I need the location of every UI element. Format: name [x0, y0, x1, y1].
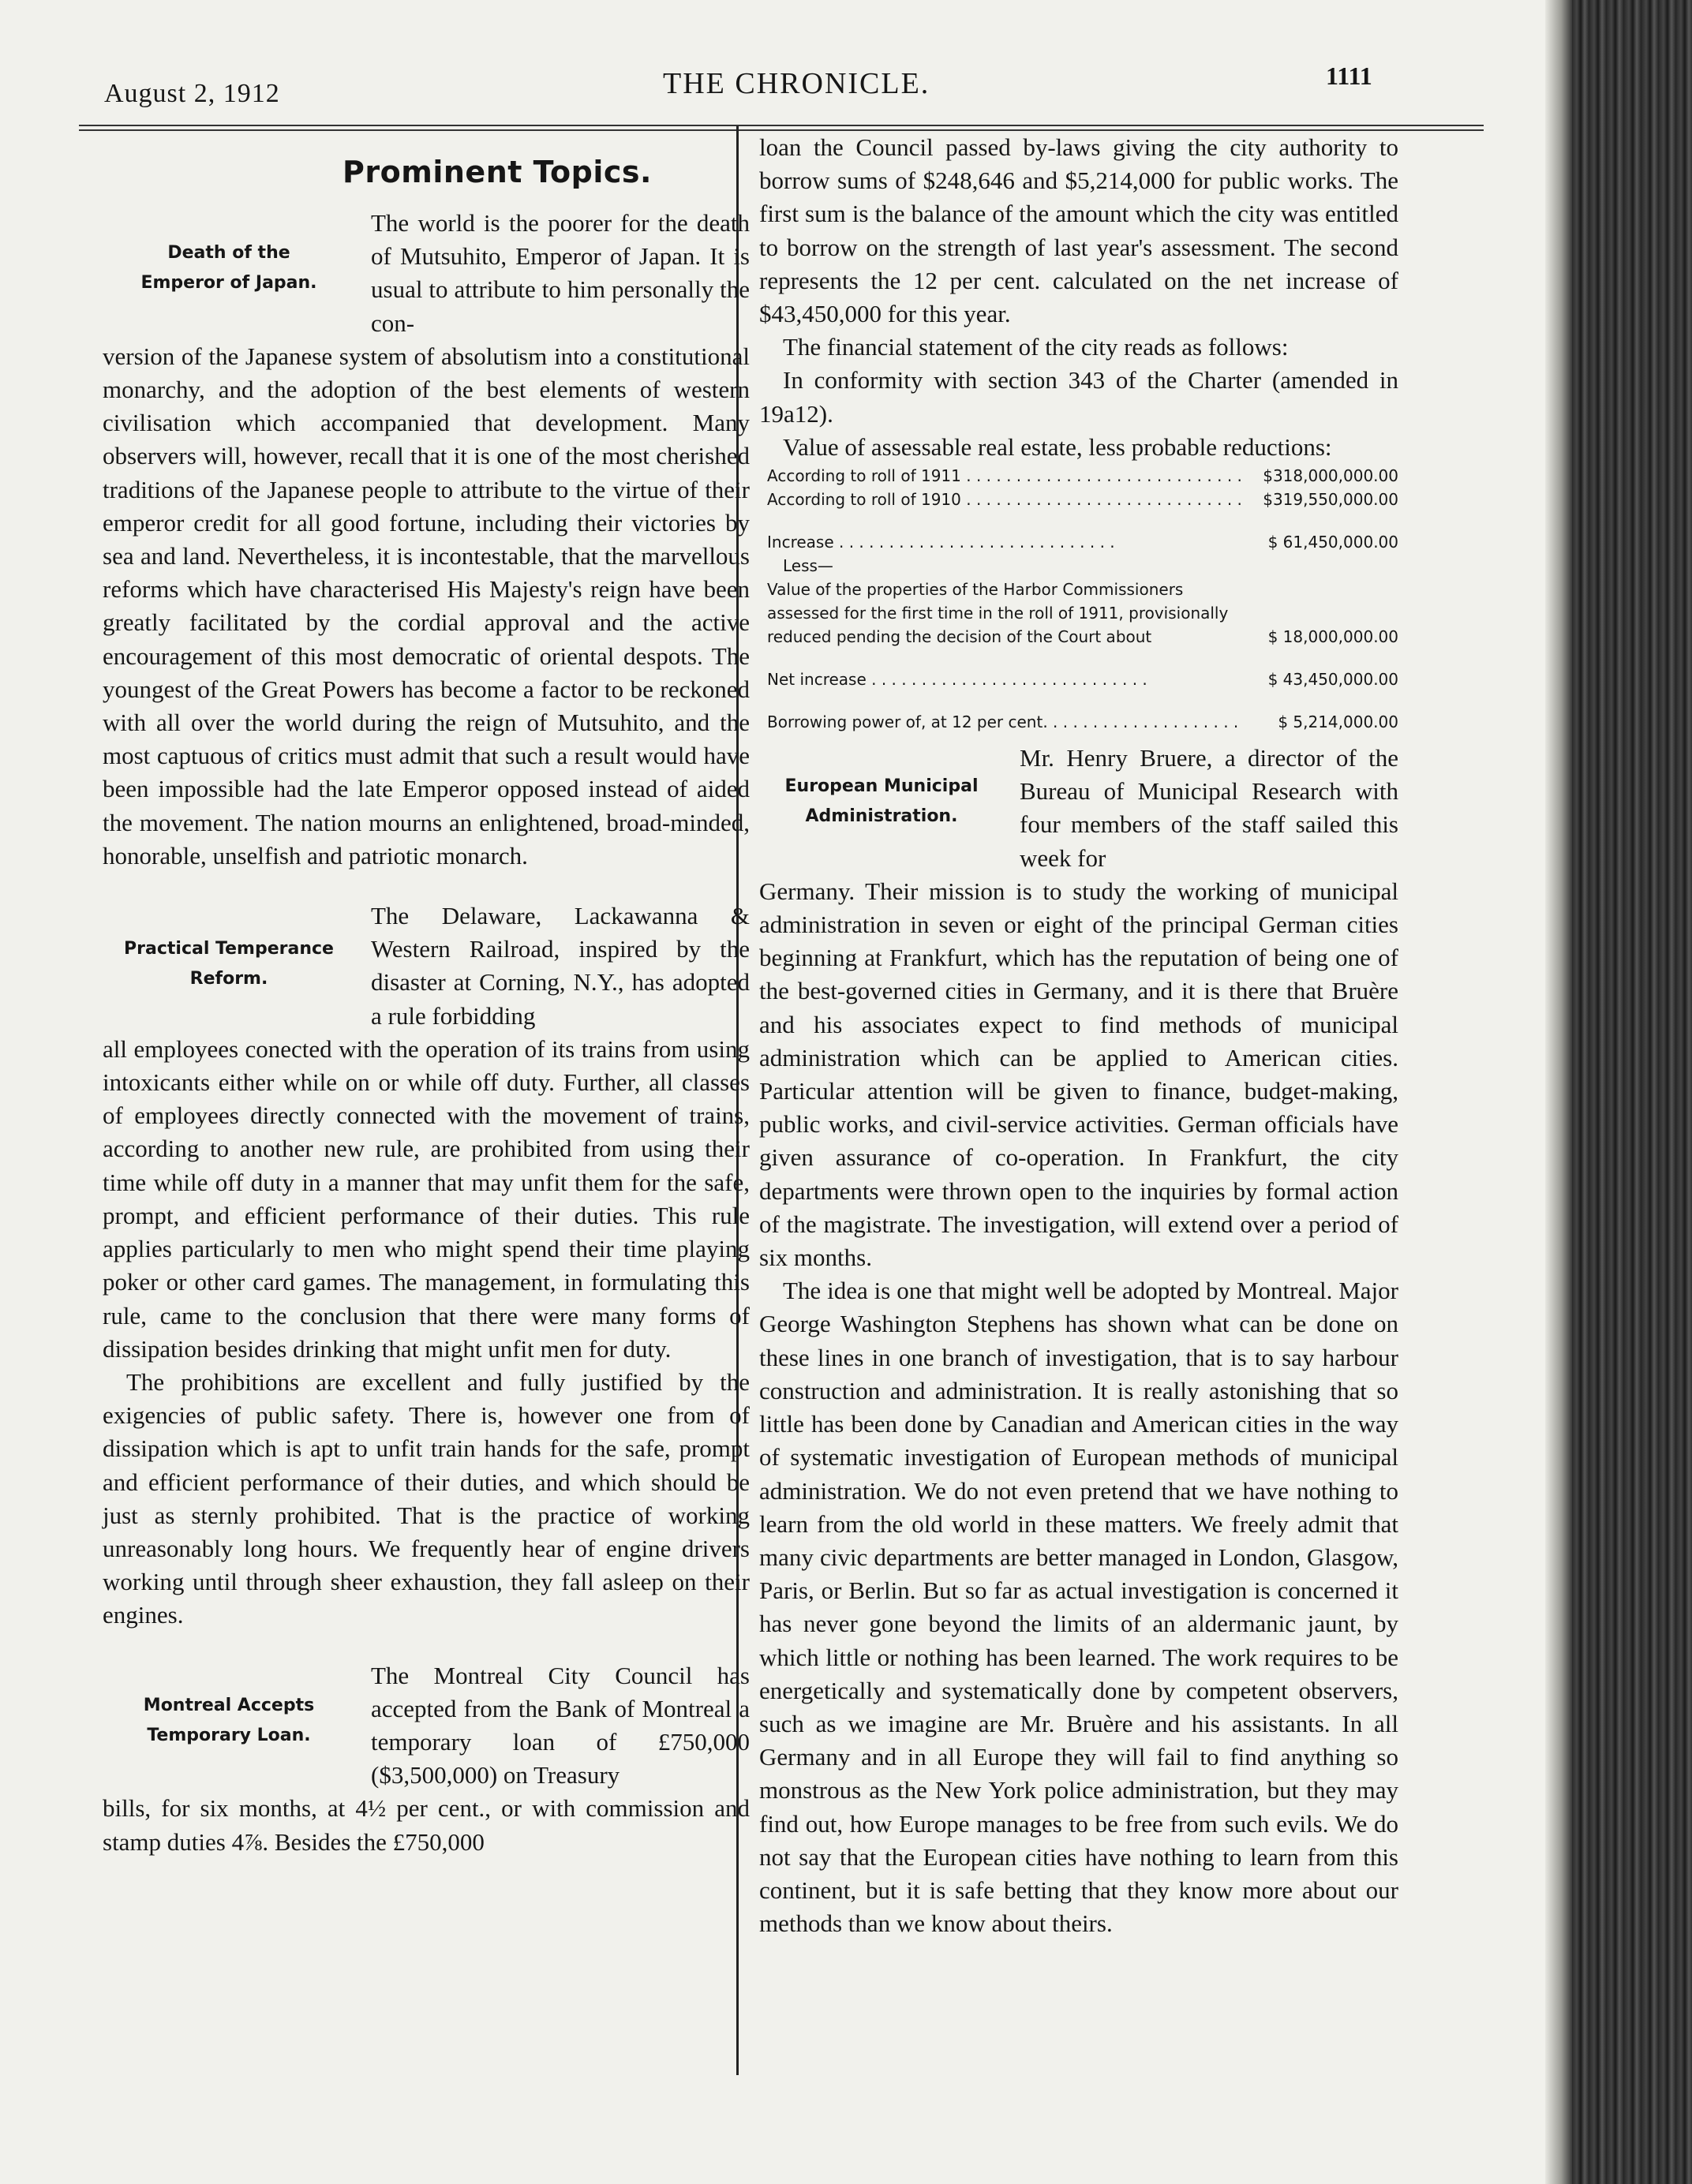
header-rule — [79, 125, 1484, 126]
topic-paragraph: The idea is one that might well be adopted by Montreal. Major George Washington Stephens has shown what can be done on these lines in one branch of investigation, that is to say harbour construction and administration. It is really astonishing that so little has been done by Canadian and American cities in the way of systematic investigation of European methods of municipal administration. We do not even pretend that we have nothing to learn from the old world in these matters. We freely admit that many civic departments are better managed in London, Glasgow, Paris, or Berlin. But so far as actual investigation is concerned it has never gone beyond the limits of an aldermanic jaunt, by which little or nothing has been learned. The work requires to be energetically and systematically done by competent observers, such as we imagine are Mr. Bruère and his assistants. In all Germany and in all Europe they will fail to find anything so monstrous as the New York police administration, but they may find out, how Europe manages to be free from such evils. We do not say that the European cities have nothing to learn from this continent, but it is safe betting that they know more about our methods than we know about theirs. — [759, 1277, 1398, 1938]
assessable-value-heading: Value of assessable real estate, less probable reductions: — [783, 432, 1332, 461]
charter-reference: In conformity with section 343 of the Charter (amended in 19a12). — [759, 366, 1398, 428]
topic-death-of-emperor — [103, 207, 750, 873]
financial-row: According to roll of 1911 . . . $318,000,000.00 — [767, 464, 1398, 488]
publication-title: THE CHRONICLE. — [663, 67, 930, 100]
financial-row: Value of the properties of the Harbor Commissioners assessed for the first time in the roll of 1911, provisionally reduced pending the decision of the Court about $ 18,000,000.00 — [767, 580, 1398, 647]
topic-paragraph: The prohibitions are excellent and fully justified by the exigencies of public safety. There is, however one from of dissipation which is apt to unfit train hands for the safe, prompt and efficient performance of their duties, and which should be just as sternly prohibited. That is the practice of working unreasonably long hours. We frequently hear of engine drivers working until through sheer exhaustion, they fall asleep on their engines. — [103, 1367, 750, 1629]
section-heading: Prominent Topics. — [343, 155, 652, 189]
left-column — [103, 150, 750, 1859]
topic-paragraph: version of the Japanese system of absolutism into a constitutional monarchy, and the adoption of the best elements of western civilisation which accompanied that development. Many observers will, however, recall that it is one of the most cherished traditions of the Japanese people to attribute to the virtue of their emperor credit for all good fortune, including their victories by sea and land. Nevertheless, it is incontestable, that the marvellous reforms which have characterised His Majesty's reign have been greatly facilitated by the cordial approval and the active encouragement of this most democratic of oriental despots. The youngest of the Great Powers has become a factor to be reckoned with all over the world during the reign of Mutsuhito, and the most captuous of critics must admit that such a result would have been impossible had the late Emperor opposed instead of aided the movement. The nation mourns an enlightened, broad-minded, honorable, unselfish and patriotic monarch. — [103, 342, 750, 869]
topic-practical-temperance — [103, 899, 750, 1632]
topic-sidehead: Death of the Emperor of Japan. — [140, 243, 317, 293]
page-number: 1111 — [1326, 62, 1372, 90]
financial-intro: The financial statement of the city reads as follows: — [783, 333, 1289, 361]
page-spine-shadow — [1545, 0, 1572, 2184]
topic-sidehead: European Municipal Administration. — [784, 776, 979, 827]
right-column — [759, 131, 1398, 1940]
topic-lead-paragraph: Mr. Henry Bruere, a director of the Bureau of Municipal Research with four members of the staff sailed this week for — [1020, 744, 1398, 872]
financial-row: According to roll of 1910 . . . $319,550,000.00 — [767, 488, 1398, 511]
topic-sidehead: Practical Temperance Reform. — [124, 939, 334, 989]
loan-continuation-paragraph: loan the Council passed by-laws giving the city authority to borrow sums of $248,646 and $5,214,000 for public works. The first sum is the balance of the amount which the city was entitled to borrow on the strength of last year's assessment. The second represents the 12 per cent. calculated on the net increase of $43,450,000 for this year. — [759, 133, 1398, 328]
topic-montreal-loan — [103, 1659, 750, 1859]
financial-row: Increase . . . $ 61,450,000.00 — [767, 530, 1398, 554]
topic-european-municipal — [759, 742, 1398, 1940]
topic-lead-paragraph: The Montreal City Council has accepted from the Bank of Montreal a temporary loan of £750,000 ($3,500,000) on Treasury — [371, 1661, 750, 1789]
topic-paragraph: Germany. Their mission is to study the working of municipal administration in seven or eight of the principal German cities beginning at Frankfurt, which has the reputation of being one of the best-governed cities in Germany, and it is there that Bruère and his associates expect to find methods of municipal administration which can be applied to American cities. Particular attention will be given to finance, budget-making, public works, and civil-service activities. German officials have given assurance of co-operation. In Frankfurt, the city departments were thrown open to the inquiries by formal action of the magistrate. The investigation, will extend over a period of six months. — [759, 877, 1398, 1272]
topic-lead-paragraph: The world is the poorer for the death of Mutsuhito, Emperor of Japan. It is usual to attribute to him personally the con- — [371, 209, 750, 337]
topic-paragraph: bills, for six months, at 4½ per cent., or with commission and stamp duties 4⅞. Besides the £750,000 — [103, 1794, 750, 1856]
topic-sidehead: Montreal Accepts Temporary Loan. — [143, 1695, 315, 1745]
financial-row: Borrowing power of, at 12 per cent. . . . $ 5,214,000.00 — [767, 710, 1398, 734]
topic-lead-paragraph: The Delaware, Lackawanna & Western Railroad, inspired by the disaster at Corning, N.Y., has adopted a rule forbidding — [371, 902, 750, 1030]
book-page-edges — [1572, 0, 1692, 2184]
financial-statement — [767, 464, 1398, 734]
financial-row: Net increase . . . $ 43,450,000.00 — [767, 668, 1398, 691]
financial-less-label: Less— — [783, 556, 833, 576]
issue-date: August 2, 1912 — [104, 79, 280, 108]
topic-paragraph: all employees conected with the operation of its trains from using intoxicants either while on or while off duty. Further, all classes of employees directly connected with the movement of trains, according to another new rule, are prohibited from using their time while off duty in a manner that may unfit them for the safe, prompt, and efficient performance of their duties. This rule applies particularly to men who might spend their time playing poker or other card games. The management, in formulating this rule, came to the conclusion that there were many forms of dissipation besides drinking that might unfit men for duty. — [103, 1034, 750, 1363]
